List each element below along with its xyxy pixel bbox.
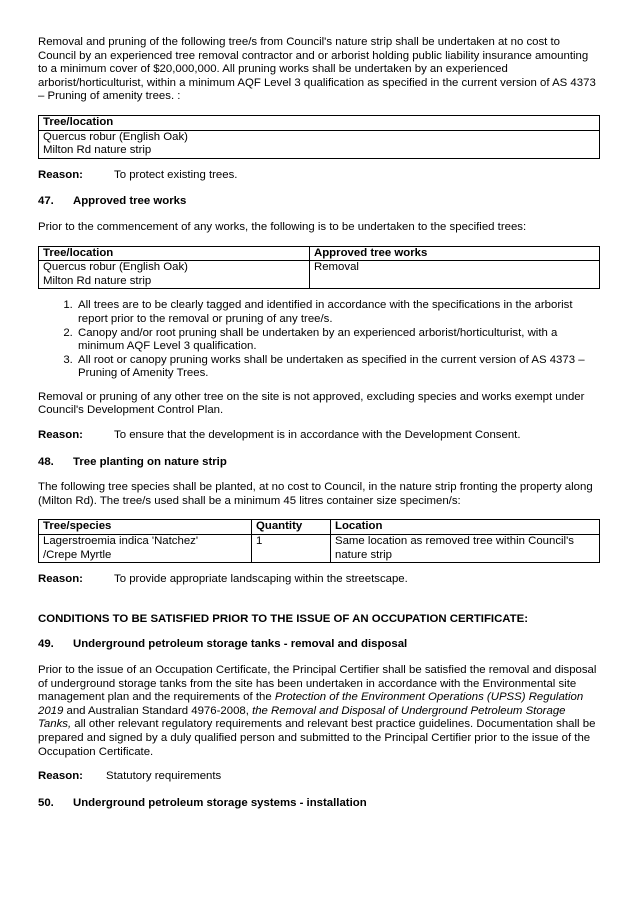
table-header: Quantity bbox=[252, 520, 331, 535]
section-title: Underground petroleum storage tanks - removal and disposal bbox=[73, 638, 408, 651]
reason-label: Reason: bbox=[38, 168, 83, 181]
cell-line: Same location as removed tree within Council's bbox=[335, 535, 574, 548]
cell-line: Milton Rd nature strip bbox=[43, 144, 152, 157]
cell-line: Quercus robur (English Oak) bbox=[43, 261, 188, 274]
numbered-list bbox=[38, 299, 600, 381]
approved-tree-works-table bbox=[38, 246, 600, 290]
body-text: all other relevant regulatory requirements and relevant best practice guidelines. Documentation shall be prepared and signed by a duly qualified person and submitted to the Principal Certifier prior to the issue of the Occupation Certificate. bbox=[38, 718, 596, 758]
section-number: 47. bbox=[38, 195, 54, 208]
section-heading-47 bbox=[38, 195, 600, 209]
section-heading-49 bbox=[38, 638, 600, 652]
reason-row bbox=[38, 573, 600, 587]
table-header: Approved tree works bbox=[310, 246, 600, 261]
cell-line: nature strip bbox=[335, 548, 392, 561]
section-number: 48. bbox=[38, 455, 54, 468]
section-number: 50. bbox=[38, 796, 54, 809]
table-header: Tree/location bbox=[39, 115, 600, 130]
section-intro: The following tree species shall be planted, at no cost to Council, in the nature strip fronting the property along (Milton Rd). The tree/s used shall be a minimum 45 litres container size specimen/s: bbox=[38, 481, 593, 507]
reason-text: To provide appropriate landscaping within the streetscape. bbox=[114, 573, 408, 586]
table-cell: 1 bbox=[252, 535, 331, 563]
list-item: 3. All root or canopy pruning works shall be undertaken as specified in the current version of AS 4373 – Pruning of Amenity Trees. bbox=[76, 354, 600, 381]
body-text-italic: the Removal and Disposal of Underground Petroleum Storage Tanks, bbox=[38, 704, 566, 731]
reason-label: Reason: bbox=[38, 429, 83, 442]
cell-line: /Crepe Myrtle bbox=[43, 548, 112, 561]
table-cell bbox=[331, 535, 600, 563]
body-text-italic: Protection of the Environment Operations (UPSS) Regulation 2019 bbox=[38, 691, 584, 717]
intro-paragraph: Removal and pruning of the following tree/s from Council's nature strip shall be undertaken at no cost to Council by an experienced tree removal contractor and or arborist holding public liability insurance amounting to a minimum cover of $20,000,000. All pruning works shall be undertaken by an experienced arborist/horticulturist, within a minimum AQF Level 3 qualification as specified in the current version of AS 4373 – Pruning of amenity trees. : bbox=[38, 36, 596, 103]
reason-text: To ensure that the development is in accordance with the Development Consent. bbox=[114, 429, 521, 442]
section-heading-50 bbox=[38, 797, 600, 811]
reason-row bbox=[38, 169, 600, 183]
section-note: Removal or pruning of any other tree on the site is not approved, excluding species and works exempt under Council's Development Control Plan. bbox=[38, 390, 585, 417]
table-cell bbox=[39, 130, 600, 158]
section-number: 49. bbox=[38, 638, 54, 651]
section-title: Tree planting on nature strip bbox=[73, 455, 227, 468]
section-heading-48 bbox=[38, 456, 600, 470]
table-header: Location bbox=[331, 520, 600, 535]
reason-row bbox=[38, 770, 600, 784]
section-title: Approved tree works bbox=[73, 195, 187, 208]
document-page bbox=[38, 36, 600, 822]
list-item: 1. All trees are to be clearly tagged and identified in accordance with the specifications in the arborist report prior to the removal or pruning of any tree/s. bbox=[76, 299, 600, 326]
section-title: Underground petroleum storage systems - installation bbox=[73, 796, 367, 809]
conditions-heading: CONDITIONS TO BE SATISFIED PRIOR TO THE ISSUE OF AN OCCUPATION CERTIFICATE: bbox=[38, 612, 529, 625]
body-text: and Australian Standard 4976-2008, bbox=[63, 704, 253, 717]
section-intro: Prior to the commencement of any works, the following is to be undertaken to the specified trees: bbox=[38, 220, 527, 233]
section-body bbox=[38, 664, 600, 759]
list-item: 2. Canopy and/or root pruning shall be undertaken by an experienced arborist/horticulturist, with a minimum AQF Level 3 qualification. bbox=[76, 327, 600, 354]
reason-label: Reason: bbox=[38, 770, 83, 783]
table-cell bbox=[39, 535, 252, 563]
reason-text: Statutory requirements bbox=[106, 770, 222, 783]
body-text: Prior to the issue of an Occupation Certificate, the Principal Certifier shall be satisfied the removal and disposal of underground storage tanks from the site has been undertaken in accordance with the Environmental site management plan and the requirements of the bbox=[38, 664, 597, 704]
table-header: Tree/location bbox=[39, 246, 310, 261]
cell-line: Quercus robur (English Oak) bbox=[43, 130, 188, 143]
table-cell: Removal bbox=[310, 261, 600, 289]
reason-text: To protect existing trees. bbox=[114, 168, 238, 181]
reason-row bbox=[38, 429, 600, 443]
cell-line: Lagerstroemia indica 'Natchez' bbox=[43, 535, 199, 548]
tree-location-table bbox=[38, 115, 600, 159]
reason-label: Reason: bbox=[38, 573, 83, 586]
table-cell bbox=[39, 261, 310, 289]
table-header: Tree/species bbox=[39, 520, 252, 535]
tree-planting-table bbox=[38, 519, 600, 563]
cell-line: Milton Rd nature strip bbox=[43, 274, 152, 287]
